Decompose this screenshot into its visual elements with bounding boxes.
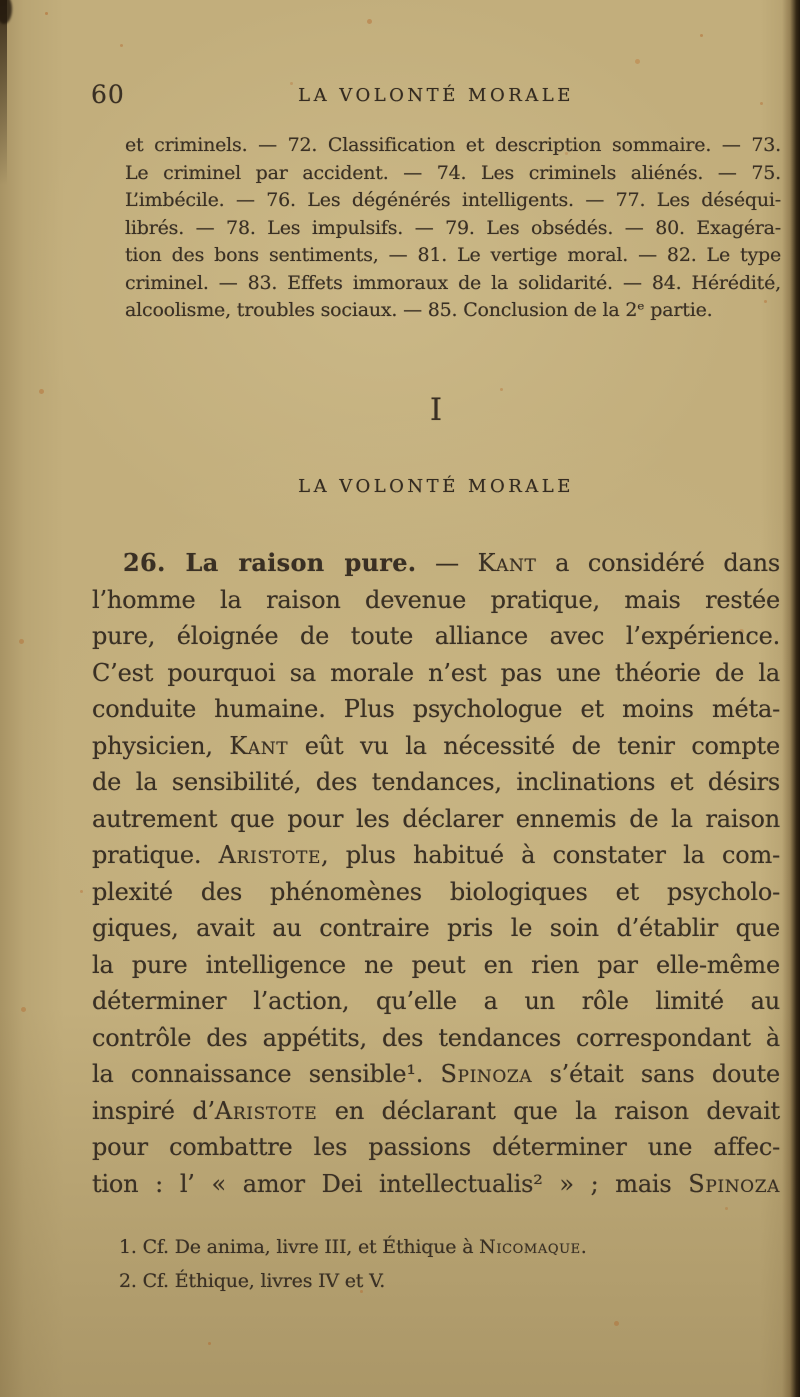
summary-line: Le criminel par accident. — 74. Les criminels aliénés. — 75.: [125, 161, 781, 184]
summary-line: L’imbécile. — 76. Les dégénérés intelligents. — 77. Les déséqui-: [125, 189, 781, 211]
paragraph-lead: 26. La raison pure.: [123, 548, 417, 577]
body-line: pratique. Aristote, plus habitué à constater la com-: [92, 841, 781, 869]
summary-line: tion des bons sentiments, — 81. Le vertige moral. — 82. Le type: [125, 244, 781, 266]
paragraph-lead-rest: — Kant a considéré dans: [416, 549, 781, 577]
body-line: déterminer l’action, qu’elle a un rôle limité au: [92, 987, 780, 1015]
paragraph-26: [92, 545, 780, 1202]
body-line: physicien, Kant eût vu la nécessité de tenir compte: [92, 731, 780, 760]
body-line: la connaissance sensible¹. Spinoza s’était sans doute: [92, 1060, 780, 1088]
body-line: plexité des phénomènes biologiques et psycholo-: [92, 877, 780, 906]
page-number: 60: [91, 80, 125, 109]
summary-line: et criminels. — 72. Classification et description sommaire. — 73.: [125, 134, 781, 156]
body-line: de la sensibilité, des tendances, inclinations et désirs: [92, 768, 780, 796]
body-line: conduite humaine. Plus psychologue et moins méta-: [92, 695, 780, 723]
summary-line: librés. — 78. Les impulsifs. — 79. Les obsédés. — 80. Exagéra-: [125, 216, 781, 239]
chapter-summary: [125, 132, 781, 325]
section-title: LA VOLONTÉ MORALE: [298, 476, 574, 497]
body-line: [92, 545, 780, 582]
body-line: autrement que pour les déclarer ennemis de la raison: [92, 804, 780, 833]
page-right-edge-shadow: [782, 0, 800, 1397]
body-line: C’est pourquoi sa morale n’est pas une théorie de la: [92, 658, 780, 687]
body-line: contrôle des appétits, des tendances correspondant à: [92, 1023, 780, 1052]
body-line: la pure intelligence ne peut en rien par elle-même: [92, 950, 780, 979]
body-line: pure, éloignée de toute alliance avec l’expérience.: [92, 622, 780, 650]
body-line: tion : l’ « amor Dei intellectualis² » ; mais Spinoza: [92, 1169, 780, 1198]
footnote-line: 2. Cf. Éthique, livres IV et V.: [119, 1270, 386, 1292]
page-corner-shadow: [0, 0, 12, 24]
body-line: inspiré d’Aristote en déclarant que la raison devait: [92, 1096, 780, 1125]
body-line: l’homme la raison devenue pratique, mais restée: [92, 585, 780, 614]
footnote-line: 1. Cf. De anima, livre III, et Éthique à Nicomaque.: [119, 1236, 587, 1258]
summary-line: alcoolisme, troubles sociaux. — 85. Conclusion de la 2ᵉ partie.: [125, 299, 713, 321]
section-number: I: [429, 392, 443, 428]
summary-line: criminel. — 83. Effets immoraux de la solidarité. — 84. Hérédité,: [125, 271, 781, 294]
running-head: LA VOLONTÉ MORALE: [298, 85, 574, 106]
body-line: giques, avait au contraire pris le soin d’établir que: [92, 914, 780, 942]
page-left-edge-shadow: [0, 0, 7, 185]
footnotes: [119, 1230, 781, 1298]
body-line: pour combattre les passions déterminer une affec-: [92, 1133, 780, 1161]
